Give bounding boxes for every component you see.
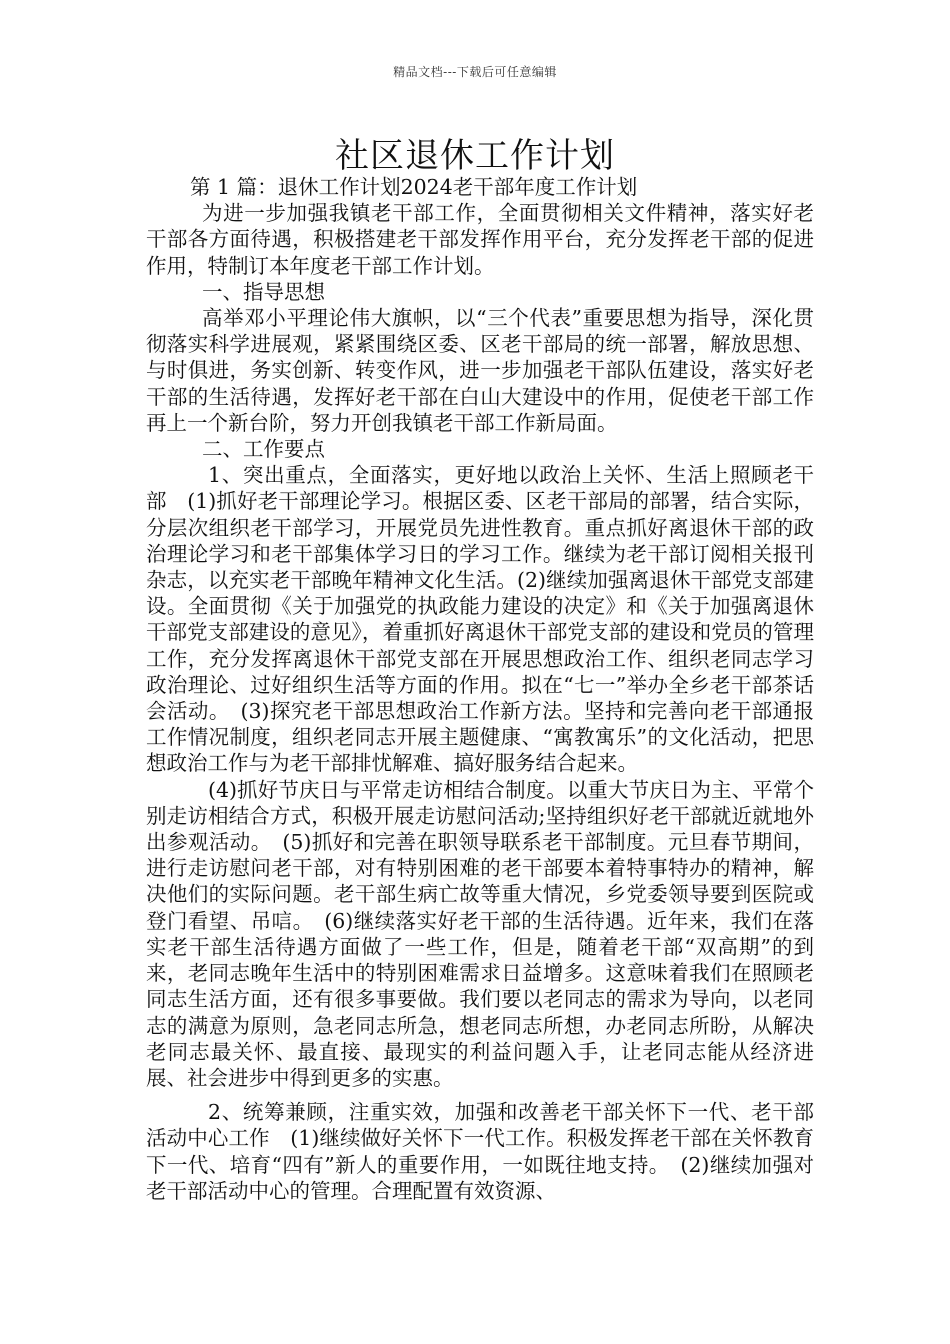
document-subtitle: 第 1 篇：退休工作计划2024老干部年度工作计划 <box>190 175 638 199</box>
heading-guiding-thought: 一、指导思想 <box>202 279 325 304</box>
paragraph-work-point-1: 1、突出重点，全面落实，更好地以政治上关怀、生活上照顾老干部 (1)抓好老干部理论学习。根据区委、区老干部局的部署，结合实际，分层次组织老干部学习，开展党员先进性教育。重点抓好离退休干部的政治理论学习和老干部集体学习日的学习工作。继续为老干部订阅相关报刊杂志，以充实老干部晚年精神文化生活。(2)继续加强离退休干部党支部建设。全面贯彻《关于加强党的执政能力建设的决定》和《关于加强离退休干部党支部建设的意见》，着重抓好离退休干部党支部的建设和党员的管理工作，充分发挥离退休干部党支部在开展思想政治工作、组织老同志学习政治理论、过好组织生活等方面的作用。拟在“七一”举办全乡老干部茶话会活动。 (3)探究老干部思想政治工作新方法。坚持和完善向老干部通报工作情况制度，组织老同志开展主题健康、“寓教寓乐”的文化活动，把思想政治工作与为老干部排忧解难、搞好服务结合起来。 <box>146 463 814 776</box>
paragraph-work-point-1-continued: (4)抓好节庆日与平常走访相结合制度。以重大节庆日为主、平常个别走访相结合方式，积极开展走访慰问活动;坚持组织好老干部就近就地外出参观活动。 (5)抓好和完善在职领导联系老干部制度。元旦春节期间，进行走访慰问老干部，对有特别困难的老干部要本着特事特办的精神，解决他们的实际问题。老干部生病亡故等重大情况，乡党委领导要到医院或登门看望、吊唁。 (6)继续落实好老干部的生活待遇。近年来，我们在落实老干部生活待遇方面做了一些工作，但是，随着老干部“双高期”的到来，老同志晚年生活中的特别困难需求日益增多。这意味着我们在照顾老同志生活方面，还有很多事要做。我们要以老同志的需求为导向，以老同志的满意为原则，急老同志所急，想老同志所想，办老同志所盼，从解决老同志最关怀、最直接、最现实的利益问题入手，让老同志能从经济进展、社会进步中得到更多的实惠。 <box>146 777 814 1090</box>
header-note: 精品文档---下载后可任意编辑 <box>393 65 557 79</box>
document-title: 社区退休工作计划 <box>335 136 615 176</box>
paragraph-intro: 为进一步加强我镇老干部工作，全面贯彻相关文件精神，落实好老干部各方面待遇，积极搭建老干部发挥作用平台，充分发挥老干部的促进作用，特制订本年度老干部工作计划。 <box>146 201 814 278</box>
heading-work-points: 二、工作要点 <box>202 437 325 462</box>
paragraph-guiding-thought: 高举邓小平理论伟大旗帜，以“三个代表”重要思想为指导，深化贯彻落实科学进展观，紧紧围绕区委、区老干部局的统一部署，解放思想、与时俱进，务实创新、转变作风，进一步加强老干部队伍建设，落实好老干部的生活待遇，发挥好老干部在白山大建设中的作用，促使老干部工作再上一个新台阶，努力开创我镇老干部工作新局面。 <box>146 306 814 435</box>
document-body <box>146 174 814 1204</box>
paragraph-work-point-2: 2、统筹兼顾，注重实效，加强和改善老干部关怀下一代、老干部活动中心工作 (1)继续做好关怀下一代工作。积极发挥老干部在关怀教育下一代、培育“四有”新人的重要作用，一如既往地支持。 (2)继续加强对老干部活动中心的管理。合理配置有效资源、 <box>146 1100 814 1203</box>
